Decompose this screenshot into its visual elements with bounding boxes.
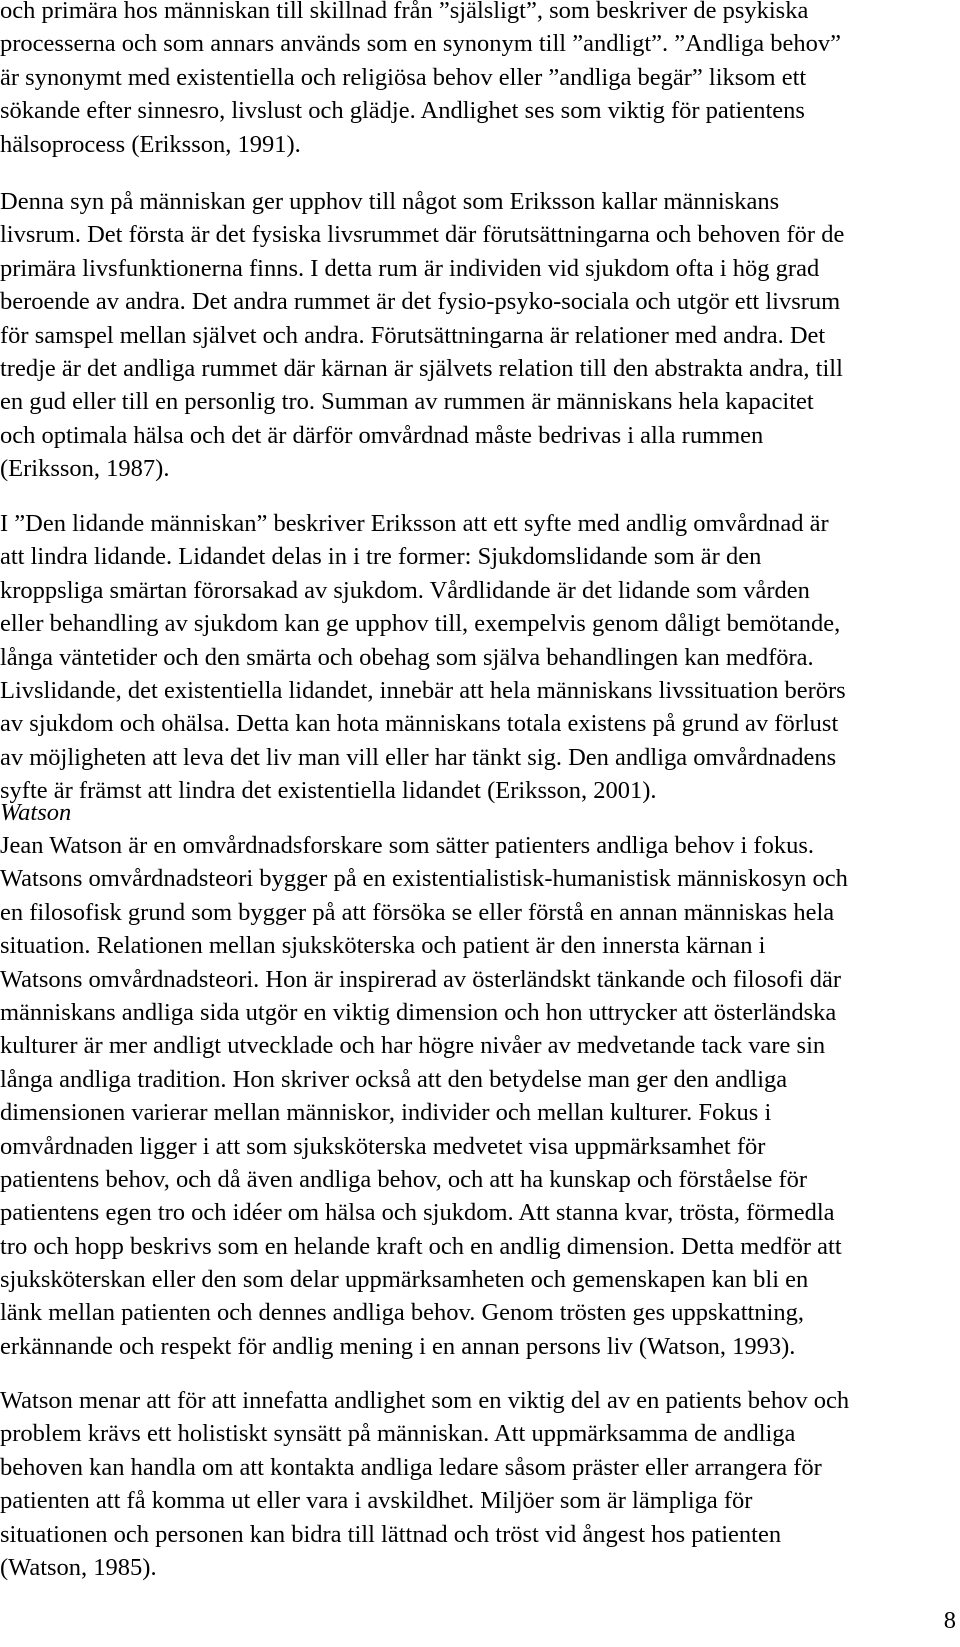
paragraph-line: en filosofisk grund som bygger på att försöka se eller förstå en annan människas hela (0, 898, 835, 926)
paragraph-1 (0, 0, 960, 161)
paragraph-line: Denna syn på människan ger upphov till något som Eriksson kallar människans (0, 188, 780, 215)
paragraph-line: är synonymt med existentiella och religiösa behov eller ”andliga begär” liksom ett (0, 63, 807, 91)
paragraph-line: primära livsfunktionerna finns. I detta rum är individen vid sjukdom ofta i hög grad (0, 254, 820, 282)
section-heading-watson: Watson (0, 799, 72, 826)
paragraph-line: att lindra lidande. Lidandet delas in i tre former: Sjukdomslidande som är den (0, 543, 762, 571)
paragraph-line: kroppsliga smärtan förorsakad av sjukdom. Vårdlidande är det lidande som vården (0, 576, 810, 604)
paragraph-line: Livslidande, det existentiella lidandet, innebär att hela människans livssituation berörs (0, 676, 846, 704)
paragraph-line: patienten att få komma ut eller vara i avskildhet. Miljöer som är lämpliga för (0, 1487, 753, 1515)
paragraph-line: en gud eller till en personlig tro. Summan av rummen är människans hela kapacitet (0, 388, 814, 416)
paragraph-line: behoven kan handla om att kontakta andliga ledare såsom präster eller arrangera för (0, 1453, 822, 1481)
paragraph-line: tredje är det andliga rummet där kärnan är självets relation till den abstrakta andra, till (0, 354, 843, 382)
paragraph-line: Jean Watson är en omvårdnadsforskare som sätter patienters andliga behov i fokus. (0, 832, 815, 859)
paragraph-line: hälsoprocess (Eriksson, 1991). (0, 130, 301, 158)
paragraph-line: erkännande och respekt för andlig mening i en annan persons liv (Watson, 1993). (0, 1332, 796, 1360)
paragraph-line: livsrum. Det första är det fysiska livsrummet där förutsättningarna och behoven för de (0, 221, 845, 249)
paragraph-line: (Eriksson, 1987). (0, 455, 170, 483)
paragraph-line: och optimala hälsa och det är därför omvårdnad måste bedrivas i alla rummen (0, 421, 764, 449)
paragraph-line: Watsons omvårdnadsteori bygger på en existentialistisk-humanistisk människosyn och (0, 865, 848, 893)
paragraph-line: sökande efter sinnesro, livslust och glädje. Andlighet ses som viktig för patientens (0, 97, 805, 125)
paragraph-line: Watsons omvårdnadsteori. Hon är inspirerad av österländskt tänkande och filosofi där (0, 965, 842, 993)
paragraph-line: långa andliga tradition. Hon skriver också att den betydelse man ger den andliga (0, 1065, 788, 1093)
paragraph-line: processerna och som annars används som en synonym till ”andligt”. ”Andliga behov” (0, 30, 841, 58)
paragraph-line: problem krävs ett holistiskt synsätt på människan. Att uppmärksamma de andliga (0, 1420, 796, 1448)
paragraph-line: beroende av andra. Det andra rummet är det fysio-psyko-sociala och utgör ett livsrum (0, 288, 841, 316)
paragraph-line: dimensionen varierar mellan människor, individer och mellan kulturer. Fokus i (0, 1099, 772, 1127)
paragraph-line: sjuksköterskan eller den som delar uppmärksamheten och gemenskapen kan bli en (0, 1266, 809, 1294)
paragraph-line: Watson menar att för att innefatta andlighet som en viktig del av en patients behov och (0, 1387, 850, 1414)
paragraph-line: syfte är främst att lindra det existentiella lidandet (Eriksson, 2001). (0, 777, 657, 805)
paragraph-line: situation. Relationen mellan sjuksköterska och patient är den innersta kärnan i (0, 932, 766, 960)
paragraph-line: patientens egen tro och idéer om hälsa och sjukdom. Att stanna kvar, trösta, förmedla (0, 1199, 835, 1227)
paragraph-line: av sjukdom och ohälsa. Detta kan hota människans totala existens på grund av förlust (0, 710, 839, 738)
page-number: 8 (943, 1607, 956, 1634)
paragraph-line: eller behandling av sjukdom kan ge upphov till, exempelvis genom dåligt bemötande, (0, 610, 841, 638)
paragraph-2 (0, 185, 960, 486)
paragraph-3 (0, 507, 960, 808)
paragraph-line: kulturer är mer andligt utvecklade och har högre nivåer av medvetande tack vare sin (0, 1032, 826, 1060)
paragraph-line: tro och hopp beskrivs som en helande kraft och en andlig dimension. Detta medför att (0, 1232, 842, 1260)
paragraph-line: för samspel mellan självet och andra. Förutsättningarna är relationer med andra. Det (0, 321, 826, 349)
paragraph-line: situationen och personen kan bidra till lättnad och tröst vid ångest hos patienten (0, 1520, 782, 1548)
paragraph-line: och primära hos människan till skillnad från ”själsligt”, som beskriver de psykiska (0, 0, 809, 24)
paragraph-4 (0, 829, 960, 1363)
paragraph-line: patientens behov, och då även andliga behov, och att ha kunskap och förståelse för (0, 1165, 808, 1193)
paragraph-line: I ”Den lidande människan” beskriver Eriksson att ett syfte med andlig omvårdnad är (0, 510, 829, 537)
paragraph-line: (Watson, 1985). (0, 1553, 157, 1581)
paragraph-line: länk mellan patienten och dennes andliga behov. Genom trösten ges uppskattning, (0, 1299, 804, 1327)
paragraph-line: omvårdnaden ligger i att som sjuksköterska medvetet visa uppmärksamhet för (0, 1132, 766, 1160)
paragraph-5 (0, 1384, 960, 1584)
paragraph-line: långa väntetider och den smärta och obehag som själva behandlingen kan medföra. (0, 643, 814, 671)
paragraph-line: människans andliga sida utgör en viktig dimension och hon uttrycker att österländska (0, 998, 837, 1026)
paragraph-line: av möjligheten att leva det liv man vill eller har tänkt sig. Den andliga omvårdnadens (0, 743, 837, 771)
